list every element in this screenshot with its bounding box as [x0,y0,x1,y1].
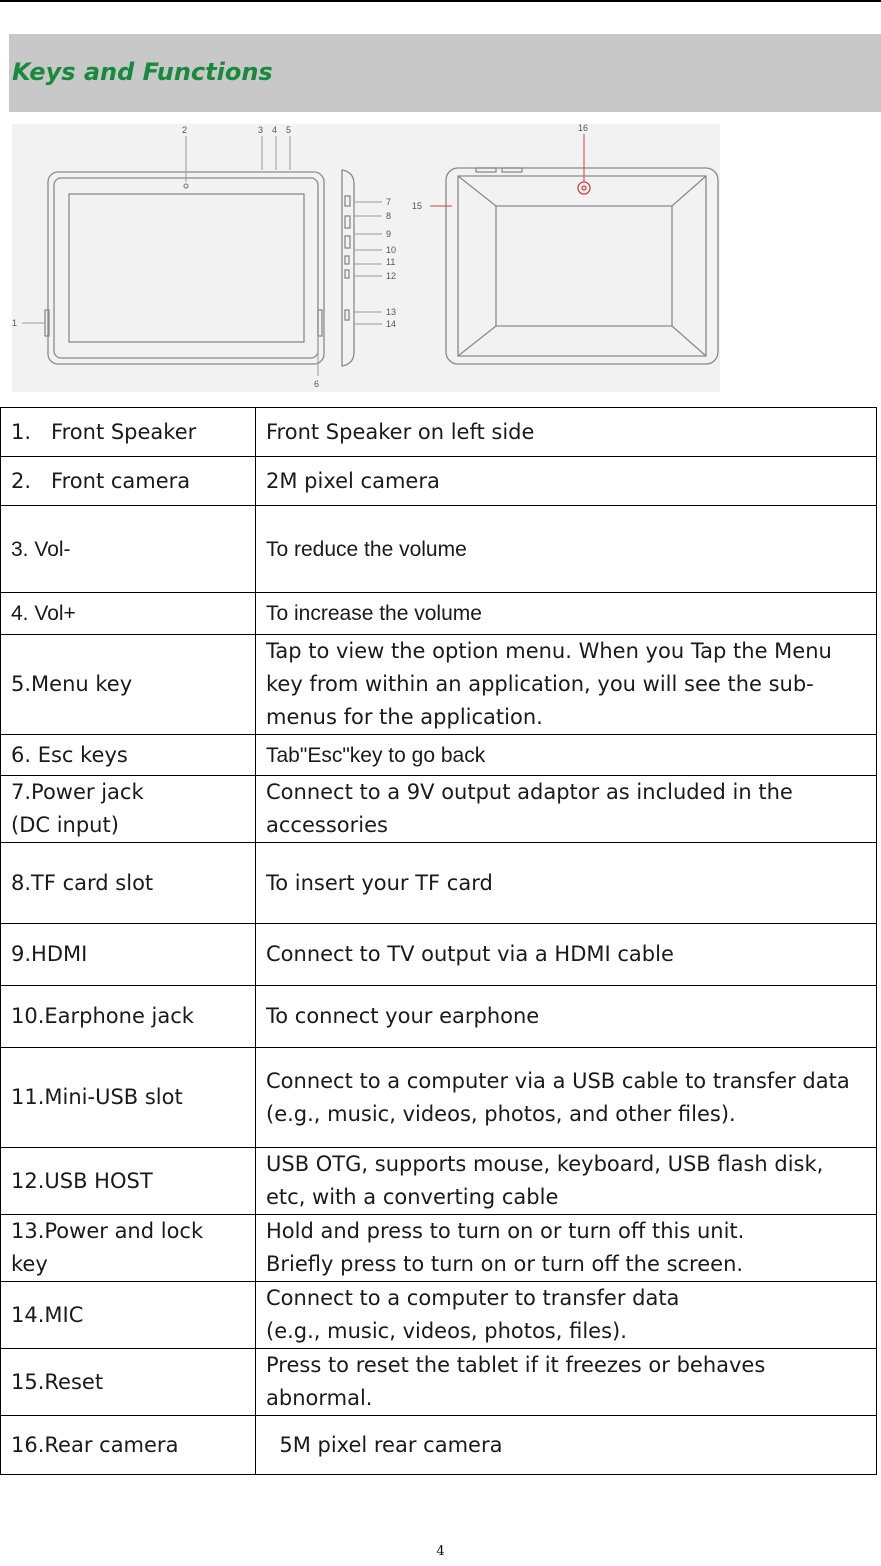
svg-text:12: 12 [386,271,397,281]
table-row [1,1349,877,1416]
svg-text:14: 14 [386,319,397,329]
svg-text:5: 5 [286,125,292,135]
table-row [1,843,877,924]
description-cell: To increase the volume [256,593,877,635]
key-cell: 12.USB HOST [1,1148,256,1215]
table-row [1,1416,877,1475]
description-cell: Front Speaker on left side [256,408,877,457]
description-cell: To insert your TF card [256,843,877,924]
svg-text:7: 7 [386,197,392,207]
key-cell: 14.MIC [1,1282,256,1349]
table-row [1,506,877,593]
table-row [1,1215,877,1282]
front-view-screen [69,194,304,342]
key-cell: 6. Esc keys [1,735,256,776]
speaker-slot [45,310,49,336]
description-cell: Hold and press to turn on or turn off this unit. Briefly press to turn on or turn off the screen. [256,1215,877,1282]
table-row [1,457,877,506]
table-row [1,635,877,735]
rear-view-outline [446,168,718,364]
table-row [1,1282,877,1349]
svg-text:4: 4 [272,125,278,135]
rear-camera-ring [578,182,590,194]
description-cell: To reduce the volume [256,506,877,593]
key-cell: 1. Front Speaker [1,408,256,457]
svg-text:15: 15 [412,201,423,211]
front-camera-dot [184,184,188,188]
key-cell: 4. Vol+ [1,593,256,635]
table-row [1,408,877,457]
key-cell: 7.Power jack (DC input) [1,776,256,843]
side-view-outline [342,170,354,366]
section-header [9,34,881,112]
description-cell: Tab"Esc"key to go back [256,735,877,776]
table-row [1,593,877,635]
key-cell: 10.Earphone jack [1,986,256,1048]
front-view-bezel [54,178,318,358]
description-cell: Press to reset the tablet if it freezes or behaves abnormal. [256,1349,877,1416]
keys-table [0,407,877,1475]
description-cell: 2M pixel camera [256,457,877,506]
description-cell: Connect to a computer via a USB cable to transfer data (e.g., music, videos, photos, and other files). [256,1048,877,1148]
svg-text:16: 16 [578,124,589,133]
table-row [1,986,877,1048]
description-cell: Connect to a 9V output adaptor as included in the accessories [256,776,877,843]
description-cell: Connect to a computer to transfer data (e.g., music, videos, photos, files). [256,1282,877,1349]
tablet-illustration [12,124,720,392]
table-row [1,776,877,843]
table-row [1,924,877,986]
svg-text:11: 11 [386,257,396,267]
section-title: Keys and Functions [12,58,273,86]
key-cell: 5.Menu key [1,635,256,735]
svg-text:13: 13 [386,307,397,317]
key-cell: 8.TF card slot [1,843,256,924]
key-cell: 16.Rear camera [1,1416,256,1475]
key-cell: 15.Reset [1,1349,256,1416]
description-cell: 5M pixel rear camera [256,1416,877,1475]
esc-slot [318,310,322,336]
svg-text:8: 8 [386,211,392,221]
description-cell: To connect your earphone [256,986,877,1048]
key-cell: 11.Mini-USB slot [1,1048,256,1148]
key-cell: 3. Vol- [1,506,256,593]
key-cell: 2. Front camera [1,457,256,506]
svg-text:10: 10 [386,245,397,255]
svg-text:1: 1 [12,318,18,328]
svg-text:2: 2 [182,125,188,135]
tablet-diagram [12,124,720,392]
page-number: 4 [436,1544,445,1559]
svg-text:3: 3 [258,125,264,135]
top-rule [0,0,881,2]
key-cell: 13.Power and lock key [1,1215,256,1282]
key-cell: 9.HDMI [1,924,256,986]
description-cell: Tap to view the option menu. When you Tap the Menu key from within an application, you will see the sub-menus for the application. [256,635,877,735]
table-row [1,1148,877,1215]
table-row [1,735,877,776]
description-cell: Connect to TV output via a HDMI cable [256,924,877,986]
table-row [1,1048,877,1148]
svg-text:6: 6 [314,379,320,389]
description-cell: USB OTG, supports mouse, keyboard, USB flash disk, etc, with a converting cable [256,1148,877,1215]
front-view-outline [48,172,324,364]
svg-text:9: 9 [386,229,392,239]
